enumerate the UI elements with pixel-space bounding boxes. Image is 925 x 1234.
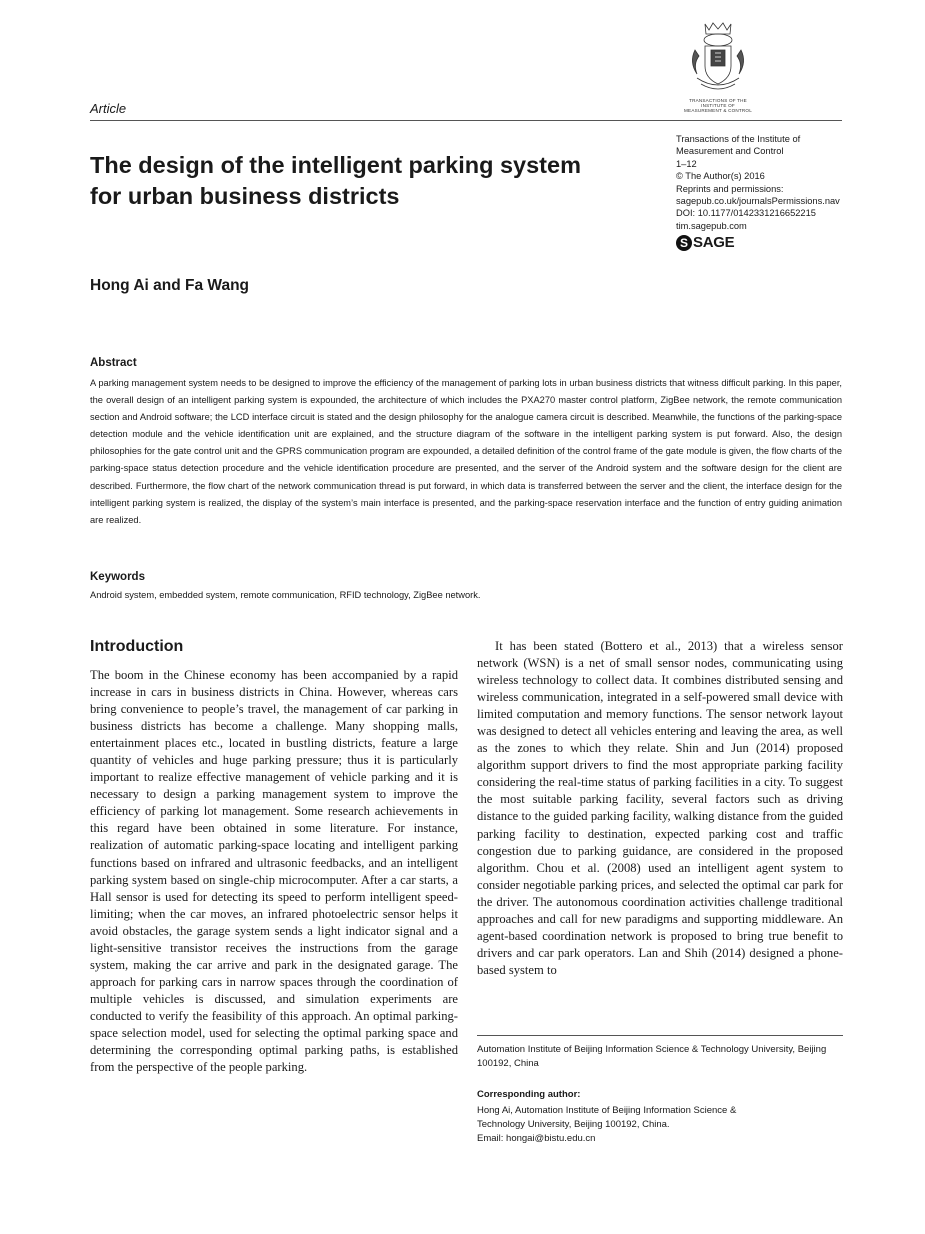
- footnote-divider: [477, 1035, 843, 1036]
- corresponding-author-heading: Corresponding author:: [477, 1089, 581, 1100]
- introduction-column-right: It has been stated (Bottero et al., 2013) that a wireless sensor network (WSN) is a net of small sensor nodes, communicating using wireless technology to collect data. It combines distributed sensing and wireless communication, integrated in a self-powered small device with limited computation and memory functions. The sensor network layout was designed to detect all vehicles entering and leaving the area, as well as the zones to which they relate. Shin and Jun (2014) proposed algorithm support drivers to find the most appropriate parking facility considering the real-time status of parking facilities in a city. To suggest the most suitable parking facility, several factors such as driving distance to the guided parking facility, walking distance from the guided parking facility to destination, expected parking cost and traffic congestion due to parking guidance, are considered in the proposed algorithm. Chou et al. (2008) used an intelligent agent system to consider negotiable parking prices, and selected the optimal car park for the driver. The autonomous coordination activities challenge traditional approaches and call for new paradigms and supporting middleware. An agent-based coordination network is proposed to bring true benefit to drivers and car park operators. Lan and Shih (2014) designed a phone-based system to: [477, 639, 843, 977]
- institute-crest-logo: [676, 20, 760, 118]
- sage-publisher-logo: [676, 235, 876, 251]
- crest-caption: [676, 98, 760, 114]
- paper-title: The design of the intelligent parking system for urban business districts: [90, 152, 581, 209]
- introduction-column-left: The boom in the Chinese economy has been accompanied by a rapid increase in cars in business districts in China. However, whereas cars bring convenience to people’s travel, the management of car parking in business districts has become a challenge. Many shopping malls, entertainment places etc., located in bustling districts, feature a large quantity of vehicles and huge parking pressure; thus it is particularly important to realize effective management of vehicle parking and it is necessary to design a parking management system to improve the efficiency of parking lot management. Some research achievements in this regard have been obtained in some literature. For instance, realization of automatic parking-space locating and intelligent parking functions based on infrared and ultrasonic feedbacks, and an intelligent parking system based on single-chip microcomputer. After a car starts, a Hall sensor is used for detecting its speed to perform intelligent speed-limiting; when the car moves, an infrared photoelectric sensor helps it avoid obstacles, the garage system sends a light indicator signal and a light-sensitive transistor receives the instructions from the garage system, making the car arrive and park in the designated garage. The approach for parking cars in narrow spaces through the coordination of multiple vehicles is discussed, and simulation experiments are conducted to verify the feasibility of this approach. An optimal parking-space selection model, used for selecting the optimal parking space and determining the corresponding optimal parking paths, is established from the perspective of the people parking.: [90, 668, 458, 1075]
- sage-s-icon: S: [676, 235, 692, 251]
- crest-caption-line: INSTITUTE OF: [701, 103, 735, 109]
- author-list: Hong Ai and Fa Wang: [90, 277, 250, 294]
- crest-emblem-icon: [687, 20, 749, 96]
- article-type-label: Article: [90, 101, 127, 116]
- author-affiliation: Automation Institute of Beijing Information Science & Technology University, Beijing 100192, China: [477, 1044, 827, 1069]
- permissions-link[interactable]: sagepub.co.uk/journalsPermissions.nav: [676, 196, 840, 207]
- corresponding-author-email[interactable]: Email: hongai@bistu.edu.cn: [477, 1133, 596, 1144]
- journal-info-block: [676, 133, 876, 251]
- journal-info-line: Transactions of the Institute of: [676, 134, 801, 144]
- header-divider: [90, 120, 842, 121]
- keywords-heading: Keywords: [90, 571, 145, 583]
- keywords-list: Android system, embedded system, remote communication, RFID technology, ZigBee network.: [90, 590, 481, 600]
- crest-caption-line: TRANSACTIONS OF THE: [689, 98, 747, 103]
- sage-logo-text: SAGE: [693, 234, 735, 252]
- abstract-body: A parking management system needs to be designed to improve the efficiency of the management of parking lots in urban business districts that witness difficult parking. In this paper, the overall design of an intelligent parking system is expounded, the architecture of which includes the PXA270 master control platform, ZigBee network, the remote communication section and Android software; the LCD interface circuit is stated and the design philosophy for the analogue camera circuit is described. Meanwhile, the functions of the parking-space detection module and the vehicle identification unit are explained, and the structure diagram of the software in the intelligent parking system is put forward. Also, the design philosophies for the gate control unit and the GPRS communication program are expounded, a detailed definition of the control frame of the gate module is given, the flow charts of the parking-space status detection procedure and the vehicle identification procedure are presented, and the server of the Android system and the software design for the client are described. Furthermore, the flow chart of the network communication thread is put forward, in which data is transferred between the server and the client, the interface design for the intelligent parking system is realized, the display of the system’s main interface is presented, and the parking-space reservation interface and the function of entry guiding animation are realized.: [90, 378, 842, 525]
- copyright-line: © The Author(s) 2016: [676, 171, 765, 182]
- journal-info-line: Reprints and permissions:: [676, 183, 784, 194]
- doi-link[interactable]: DOI: 10.1177/0142331216652215: [676, 208, 816, 219]
- journal-website-link[interactable]: tim.sagepub.com: [676, 220, 747, 231]
- abstract-heading: Abstract: [90, 357, 137, 369]
- corresponding-author-line: Hong Ai, Automation Institute of Beijing Information Science &: [477, 1105, 737, 1116]
- corresponding-author-line: Technology University, Beijing 100192, China.: [477, 1119, 670, 1130]
- introduction-heading: Introduction: [90, 638, 184, 655]
- journal-info-line: Measurement and Control: [676, 146, 784, 157]
- crest-caption-line: MEASUREMENT & CONTROL: [684, 108, 752, 114]
- corresponding-author-details: [477, 1104, 843, 1146]
- journal-pages: 1–12: [676, 158, 697, 169]
